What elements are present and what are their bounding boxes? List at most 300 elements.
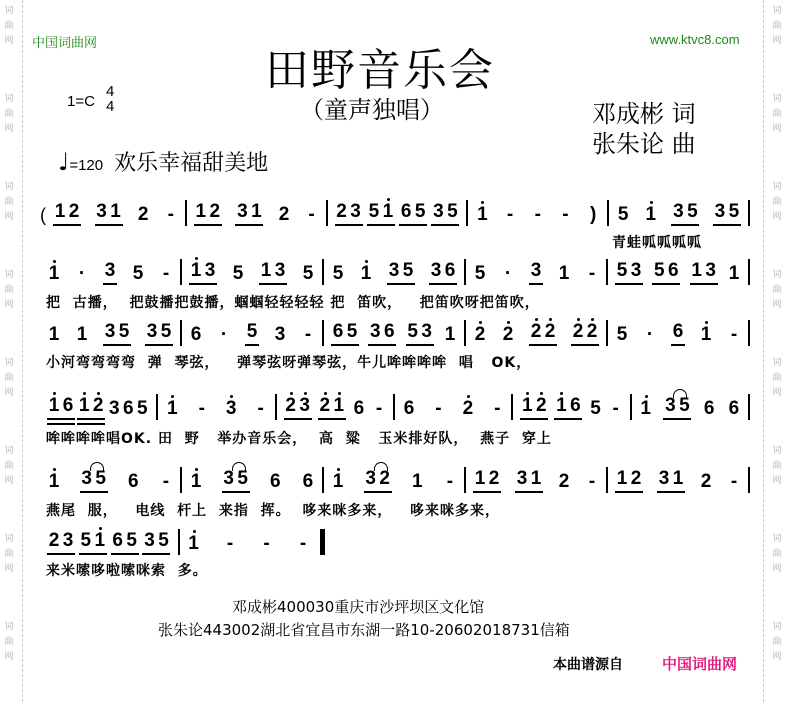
note: 1	[558, 263, 570, 284]
note: 2	[502, 324, 514, 345]
note: 2	[474, 324, 486, 345]
measure	[40, 321, 180, 346]
measure	[466, 321, 606, 346]
note: 5	[474, 263, 486, 284]
note: 2	[630, 468, 642, 489]
site-name: 中国词曲网	[32, 36, 98, 51]
note-group	[663, 395, 691, 420]
note-group	[75, 263, 89, 285]
left-border	[22, 0, 23, 702]
note: 5	[616, 324, 628, 345]
note: 5	[616, 260, 628, 281]
watermark-text: 词 曲 网	[772, 534, 782, 574]
note-group	[431, 201, 459, 226]
note-group	[585, 471, 599, 493]
note-group	[142, 530, 170, 555]
note-group	[643, 324, 657, 346]
note-group	[429, 260, 457, 285]
note: 6	[332, 321, 344, 342]
note: 5	[160, 321, 172, 342]
note: 5	[95, 468, 106, 489]
note: 5	[232, 263, 244, 284]
note: 1	[474, 468, 486, 489]
lyrics-line: 青蛙呱呱呱呱	[612, 235, 702, 251]
note-group	[431, 398, 445, 420]
note: 1	[76, 324, 88, 345]
dash: -	[304, 324, 312, 345]
dash: -	[588, 471, 596, 492]
note: 1	[54, 201, 66, 222]
note-group	[515, 468, 543, 493]
note-group	[301, 263, 315, 285]
note: 3	[225, 398, 237, 419]
note-group	[273, 324, 287, 346]
note: 6	[444, 260, 456, 281]
lyrics-line: 小河弯弯弯弯 弹 琴弦， 弹琴弦呀弹琴弦，牛儿哞哞哞哞 唱 OK，	[46, 355, 532, 371]
note-group	[318, 395, 346, 420]
barline	[748, 320, 750, 346]
note-group	[352, 398, 366, 420]
dash: -	[308, 204, 315, 225]
note: 6	[384, 321, 395, 342]
note-group	[529, 260, 543, 285]
note: 2	[558, 471, 570, 492]
watermark-text: 词 曲 网	[4, 94, 14, 134]
watermark-text: 词 曲 网	[772, 358, 782, 398]
measure	[324, 260, 464, 285]
source-site[interactable]: 中国词曲网	[662, 655, 738, 673]
dash: -	[730, 324, 738, 345]
note-group	[80, 468, 108, 493]
note-group	[222, 468, 250, 493]
note-group	[699, 324, 713, 346]
note: 5	[302, 263, 314, 284]
note-group	[165, 398, 179, 420]
note-group	[95, 201, 123, 226]
note: 5	[80, 530, 92, 551]
watermark-text: 词 曲 网	[772, 270, 782, 310]
note-group	[75, 324, 89, 346]
note-group	[473, 263, 487, 285]
watermark-text: 词 曲 网	[772, 6, 782, 46]
lyrics-line: 哞哞哞哞唱OK. 田 野 举办音乐会， 高 粱 玉米排好队， 燕子 穿上	[46, 431, 552, 447]
song-title: 田野音乐会	[265, 45, 495, 96]
note: 6	[128, 471, 139, 492]
note: )	[589, 204, 597, 225]
score-row	[40, 196, 750, 226]
note: 2	[379, 468, 390, 489]
note: 3	[96, 201, 107, 222]
note-group	[475, 204, 489, 226]
note: 3	[299, 395, 310, 416]
note: 6	[270, 471, 281, 492]
measure	[466, 260, 606, 285]
note-group	[47, 530, 75, 555]
note: 5	[137, 398, 148, 419]
note: 3	[144, 530, 155, 551]
dash: -	[162, 263, 170, 284]
note-group	[126, 471, 140, 493]
dash: -	[435, 398, 442, 419]
measure	[182, 321, 322, 346]
watermark-text: 词 曲 网	[772, 446, 782, 486]
note-group	[268, 471, 282, 493]
note: 5	[346, 321, 358, 342]
measure	[182, 260, 322, 285]
note: 3	[274, 324, 286, 345]
note-group	[558, 204, 572, 226]
note: 6	[668, 260, 679, 281]
note-group	[699, 471, 713, 493]
note: 3	[365, 468, 376, 489]
note-group	[195, 398, 209, 420]
note: 2	[572, 321, 584, 342]
note: 3	[658, 468, 670, 489]
note: 1	[94, 530, 106, 551]
lyricist: 邓成彬 词	[592, 100, 696, 128]
note: 3	[665, 395, 676, 416]
note-group	[443, 471, 457, 493]
barline	[748, 394, 750, 420]
note: 2	[137, 204, 149, 225]
dash: -	[534, 204, 541, 225]
note: 3	[109, 398, 120, 419]
note: 3	[673, 201, 684, 222]
note: 2	[700, 471, 712, 492]
time-signature	[106, 84, 114, 114]
dash: -	[257, 398, 264, 419]
note: 5	[368, 201, 380, 222]
note: 2	[48, 530, 60, 551]
note-group	[702, 398, 716, 420]
measure	[608, 321, 748, 346]
note-group	[259, 260, 287, 285]
note-group	[503, 204, 517, 226]
note-group	[47, 471, 61, 493]
note-group	[136, 204, 150, 226]
dash: -	[167, 204, 174, 225]
note-group	[727, 471, 741, 493]
score-row	[40, 390, 750, 420]
measure	[40, 468, 180, 493]
note: 1	[556, 395, 567, 416]
measure	[608, 468, 748, 493]
note-group	[402, 398, 416, 420]
measure	[187, 201, 326, 226]
note: 3	[350, 201, 361, 222]
note: 5	[617, 204, 629, 225]
note-group	[224, 398, 238, 420]
note-group	[159, 263, 173, 285]
note: 2	[92, 395, 104, 416]
note: 5	[447, 201, 458, 222]
note-group	[461, 398, 475, 420]
note-group	[77, 395, 105, 420]
note: 3	[630, 260, 642, 281]
note: 1	[78, 395, 90, 416]
dash: -	[299, 533, 307, 554]
note: 5	[118, 321, 130, 342]
note: 3	[388, 260, 400, 281]
note: 1	[382, 201, 394, 222]
note-group	[399, 201, 427, 226]
note: 2	[209, 201, 221, 222]
note: 2	[462, 398, 474, 419]
note-group	[189, 260, 217, 285]
note-group	[443, 324, 457, 346]
note-group	[189, 324, 203, 346]
note-group	[690, 260, 718, 285]
note-group	[103, 321, 131, 346]
dash: -	[263, 533, 270, 554]
note-group	[671, 201, 699, 226]
note: 1	[640, 398, 651, 419]
note-group	[47, 263, 61, 285]
note: 1	[477, 204, 488, 225]
note-group	[501, 263, 515, 285]
note-group	[713, 201, 741, 226]
note-group	[406, 321, 434, 346]
score-row	[40, 463, 750, 493]
note: 1	[48, 395, 60, 416]
lyrics-line: 来米嗦哆啦嗦咪索 多。	[46, 563, 208, 579]
note: 2	[285, 395, 296, 416]
note: 2	[544, 321, 556, 342]
note: 6	[403, 398, 415, 419]
note: 2	[68, 201, 80, 222]
note-group	[359, 263, 373, 285]
measure	[40, 395, 156, 420]
note: 1	[672, 468, 684, 489]
note: 1	[188, 533, 199, 554]
barline	[748, 467, 750, 493]
measure	[328, 201, 467, 226]
note: 3	[104, 260, 116, 281]
note-group	[557, 471, 571, 493]
note-group	[131, 263, 145, 285]
note-group	[187, 533, 201, 555]
note: 3	[714, 201, 726, 222]
note: 1	[333, 395, 345, 416]
dot: ·	[646, 324, 654, 345]
note: 1	[728, 263, 740, 284]
note-group	[331, 471, 345, 493]
note-group	[284, 395, 312, 420]
expression: 欢乐幸福甜美地	[114, 151, 269, 176]
measure	[158, 398, 274, 420]
note-group	[473, 468, 501, 493]
score-row	[40, 316, 750, 346]
dot: ·	[220, 324, 228, 345]
note-group	[571, 321, 599, 346]
note-group	[305, 204, 319, 226]
note-group	[529, 321, 557, 346]
dash: -	[612, 398, 619, 419]
lyrics-line: 把 古播， 把鼓播把鼓播，蝈蝈轻轻轻轻 把 笛吹， 把笛吹呀把笛吹，	[46, 295, 540, 311]
note-group	[589, 398, 603, 420]
time-top: 4	[106, 83, 115, 100]
note: 6	[672, 321, 684, 342]
dot: ·	[78, 263, 86, 284]
measure	[466, 468, 606, 493]
note-group	[367, 201, 395, 226]
watermark-text: 词 曲 网	[4, 534, 14, 574]
note: 1	[645, 204, 657, 225]
note: 5	[132, 263, 144, 284]
dash: -	[506, 204, 514, 225]
barline	[748, 200, 750, 226]
lyrics-line: 燕尾 服， 电线 杆上 来指 挥。 哆来咪多来， 哆来咪多来，	[46, 503, 500, 519]
note-group	[554, 395, 582, 420]
measure	[182, 468, 322, 493]
measure	[46, 201, 185, 226]
measure	[40, 260, 180, 285]
note-group	[364, 468, 392, 493]
note-group	[47, 324, 61, 346]
note: 1	[110, 201, 121, 222]
note: 5	[654, 260, 665, 281]
note-group	[254, 398, 268, 420]
note: 1	[360, 263, 372, 284]
dash: -	[730, 471, 738, 492]
watermark-text: 词 曲 网	[772, 182, 782, 222]
site-url: www.ktvc8.com	[650, 32, 740, 47]
note: 3	[433, 201, 444, 222]
note-group	[217, 324, 231, 346]
dash: -	[162, 471, 170, 492]
quarter-note-icon: ♩	[58, 148, 70, 176]
dash: -	[375, 398, 383, 419]
note: 5	[246, 321, 258, 342]
note: 1	[195, 201, 207, 222]
note: 5	[237, 468, 248, 489]
note: 3	[81, 468, 92, 489]
measure	[180, 533, 318, 555]
note-group	[235, 201, 263, 226]
note-group	[103, 260, 117, 285]
note: 2	[530, 321, 542, 342]
note: 1	[444, 324, 456, 345]
watermark-text: 词 曲 网	[4, 446, 14, 486]
note-group	[245, 321, 259, 346]
note: 2	[319, 395, 331, 416]
note-group	[372, 398, 386, 420]
measure	[609, 201, 748, 226]
note: 6	[728, 398, 740, 419]
note: 6	[570, 395, 581, 416]
note: 1	[530, 468, 542, 489]
note: 3	[430, 260, 442, 281]
measure	[513, 395, 629, 420]
note: 1	[260, 260, 272, 281]
dash: -	[588, 263, 596, 284]
note: 2	[278, 204, 290, 225]
note: 5	[126, 530, 137, 551]
note: 1	[190, 260, 202, 281]
note-group	[644, 204, 658, 226]
note-group	[671, 321, 685, 346]
measure	[324, 321, 464, 346]
note: 5	[414, 201, 426, 222]
note-group	[164, 204, 178, 226]
note: 3	[421, 321, 432, 342]
note: 3	[516, 468, 528, 489]
watermark-text: 词 曲 网	[772, 94, 782, 134]
note: 1	[190, 471, 202, 492]
note: 6	[703, 398, 715, 419]
note: 1	[700, 324, 712, 345]
note-group	[223, 533, 237, 555]
note: 3	[104, 321, 116, 342]
note-group	[639, 398, 653, 420]
note: 1	[48, 324, 60, 345]
address-lyricist: 邓成彬400030重庆市沙坪坝区文化馆	[232, 598, 485, 616]
watermark-text: 词 曲 网	[4, 6, 14, 46]
note-group	[727, 324, 741, 346]
note-group	[296, 533, 310, 555]
note: 3	[223, 468, 234, 489]
watermark-text: 词 曲 网	[4, 622, 14, 662]
note-group	[111, 530, 139, 555]
note: 3	[705, 260, 716, 281]
measure	[277, 395, 393, 420]
note-group	[368, 321, 396, 346]
note-group	[53, 201, 81, 226]
time-bottom: 4	[106, 98, 115, 115]
note-group	[616, 204, 630, 226]
dash: -	[226, 533, 234, 554]
note: 1	[616, 468, 628, 489]
dash: -	[562, 204, 569, 225]
note-group	[585, 263, 599, 285]
source-label: 本曲谱源自	[553, 657, 623, 673]
note: 5	[402, 260, 414, 281]
note: 1	[412, 471, 423, 492]
note: 6	[302, 471, 314, 492]
note-group	[473, 324, 487, 346]
note-group	[387, 260, 415, 285]
note: 1	[48, 471, 60, 492]
composer: 张朱论 曲	[592, 130, 696, 158]
key-signature: 1=C	[67, 93, 95, 110]
note: 5	[407, 321, 418, 342]
note-group	[410, 471, 424, 493]
note-group	[79, 530, 107, 555]
note-group	[557, 263, 571, 285]
measure	[395, 398, 511, 420]
note-group	[657, 468, 685, 493]
note-group	[301, 324, 315, 346]
note-group	[609, 398, 623, 420]
note-group	[727, 263, 741, 285]
measure	[324, 468, 464, 493]
measure	[608, 260, 748, 285]
note: 2	[586, 321, 598, 342]
note: 6	[400, 201, 412, 222]
note: 5	[728, 201, 740, 222]
note-group	[520, 395, 548, 420]
note: 1	[332, 471, 344, 492]
note-group	[231, 263, 245, 285]
note: 1	[691, 260, 702, 281]
tempo-mark	[58, 146, 268, 177]
note-group	[47, 395, 75, 420]
note-group	[501, 324, 515, 346]
note: 5	[679, 395, 690, 416]
note-group	[145, 321, 173, 346]
watermark-text: 词 曲 网	[772, 622, 782, 662]
note-group	[107, 398, 149, 420]
